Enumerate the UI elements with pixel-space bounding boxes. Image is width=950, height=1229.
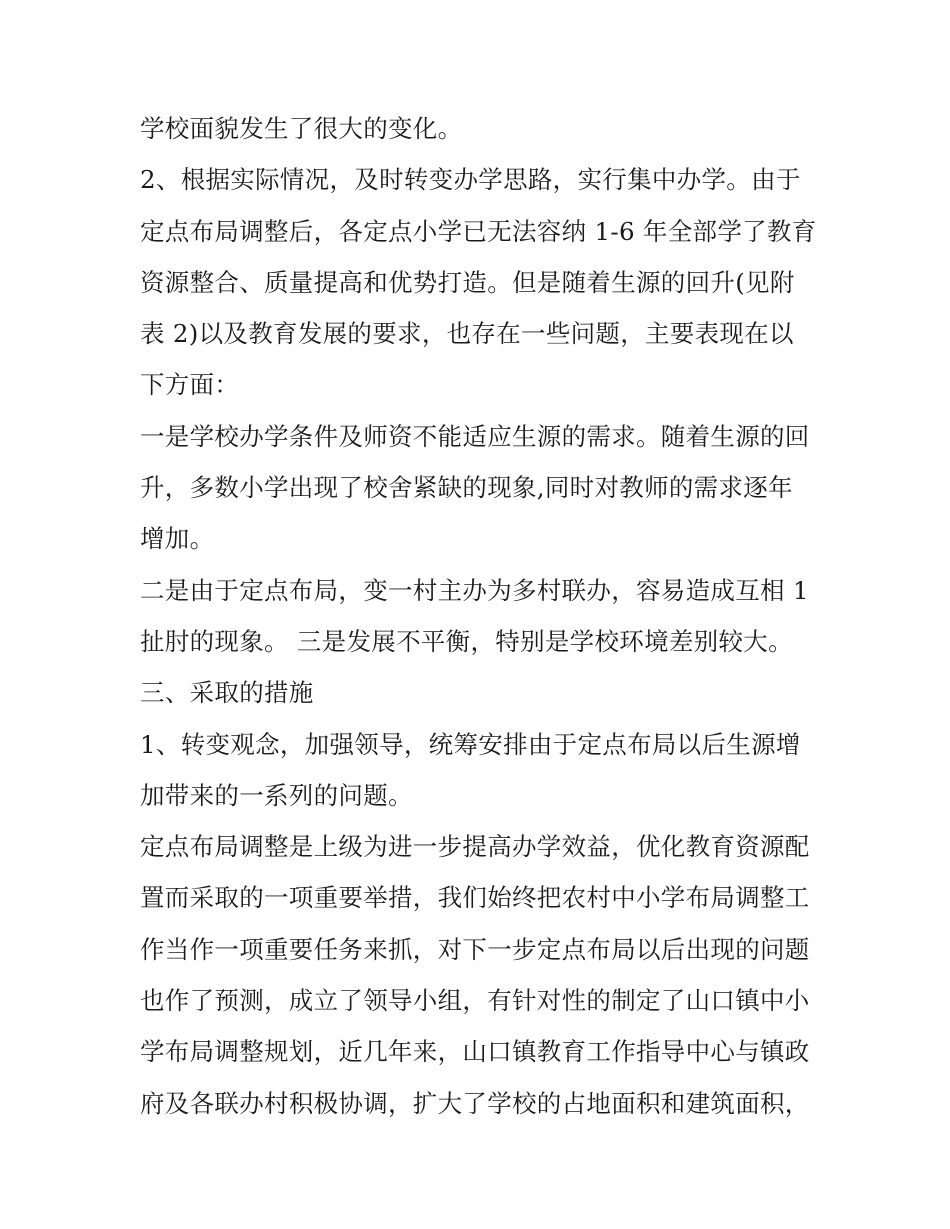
body-text xyxy=(140,108,840,1134)
text-line: 升，多数小学出现了校舍紧缺的现象,同时对教师的需求逐年 xyxy=(140,473,793,503)
text-line: 学校面貌发生了很大的变化。 xyxy=(140,114,463,143)
text-line: 一是学校办学条件及师资不能适应生源的需求。随着生源的回 xyxy=(140,421,810,451)
text-line: 增加。 xyxy=(140,524,215,554)
text-line: 1、转变观念，加强领导，统筹安排由于定点布局以后生源增 xyxy=(140,729,801,759)
text-line: 扯肘的现象。 三是发展不平衡，特别是学校环境差别较大。 xyxy=(140,626,793,656)
text-line: 2、根据实际情况，及时转变办学思路，实行集中办学。由于 xyxy=(140,165,801,195)
text-line: 学布局调整规划，近几年来，山口镇教育工作指导中心与镇政 xyxy=(140,1037,810,1067)
section-heading: 三、采取的措施 xyxy=(140,678,314,708)
text-line: 加带来的一系列的问题。 xyxy=(140,780,413,810)
text-line: 定点布局调整后，各定点小学已无法容纳 1-6 年全部学了教育 xyxy=(140,216,817,246)
text-line: 也作了预测，成立了领导小组，有针对性的制定了山口镇中小 xyxy=(140,986,810,1016)
text-line: 表 2)以及教育发展的要求，也存在一些问题，主要表现在以 xyxy=(140,319,794,349)
text-line: 府及各联办村积极协调，扩大了学校的占地面积和建筑面积， xyxy=(140,1088,810,1118)
text-line: 资源整合、质量提高和优势打造。但是随着生源的回升(见附 xyxy=(140,267,795,297)
text-line: 定点布局调整是上级为进一步提高办学效益，优化教育资源配 xyxy=(140,832,810,862)
text-line: 下方面： xyxy=(140,370,240,400)
text-line: 二是由于定点布局，变一村主办为多村联办，容易造成互相 1 xyxy=(140,575,809,605)
text-line: 作当作一项重要任务来抓，对下一步定点布局以后出现的问题 xyxy=(140,934,810,964)
text-line: 置而采取的一项重要举措，我们始终把农村中小学布局调整工 xyxy=(140,883,810,913)
